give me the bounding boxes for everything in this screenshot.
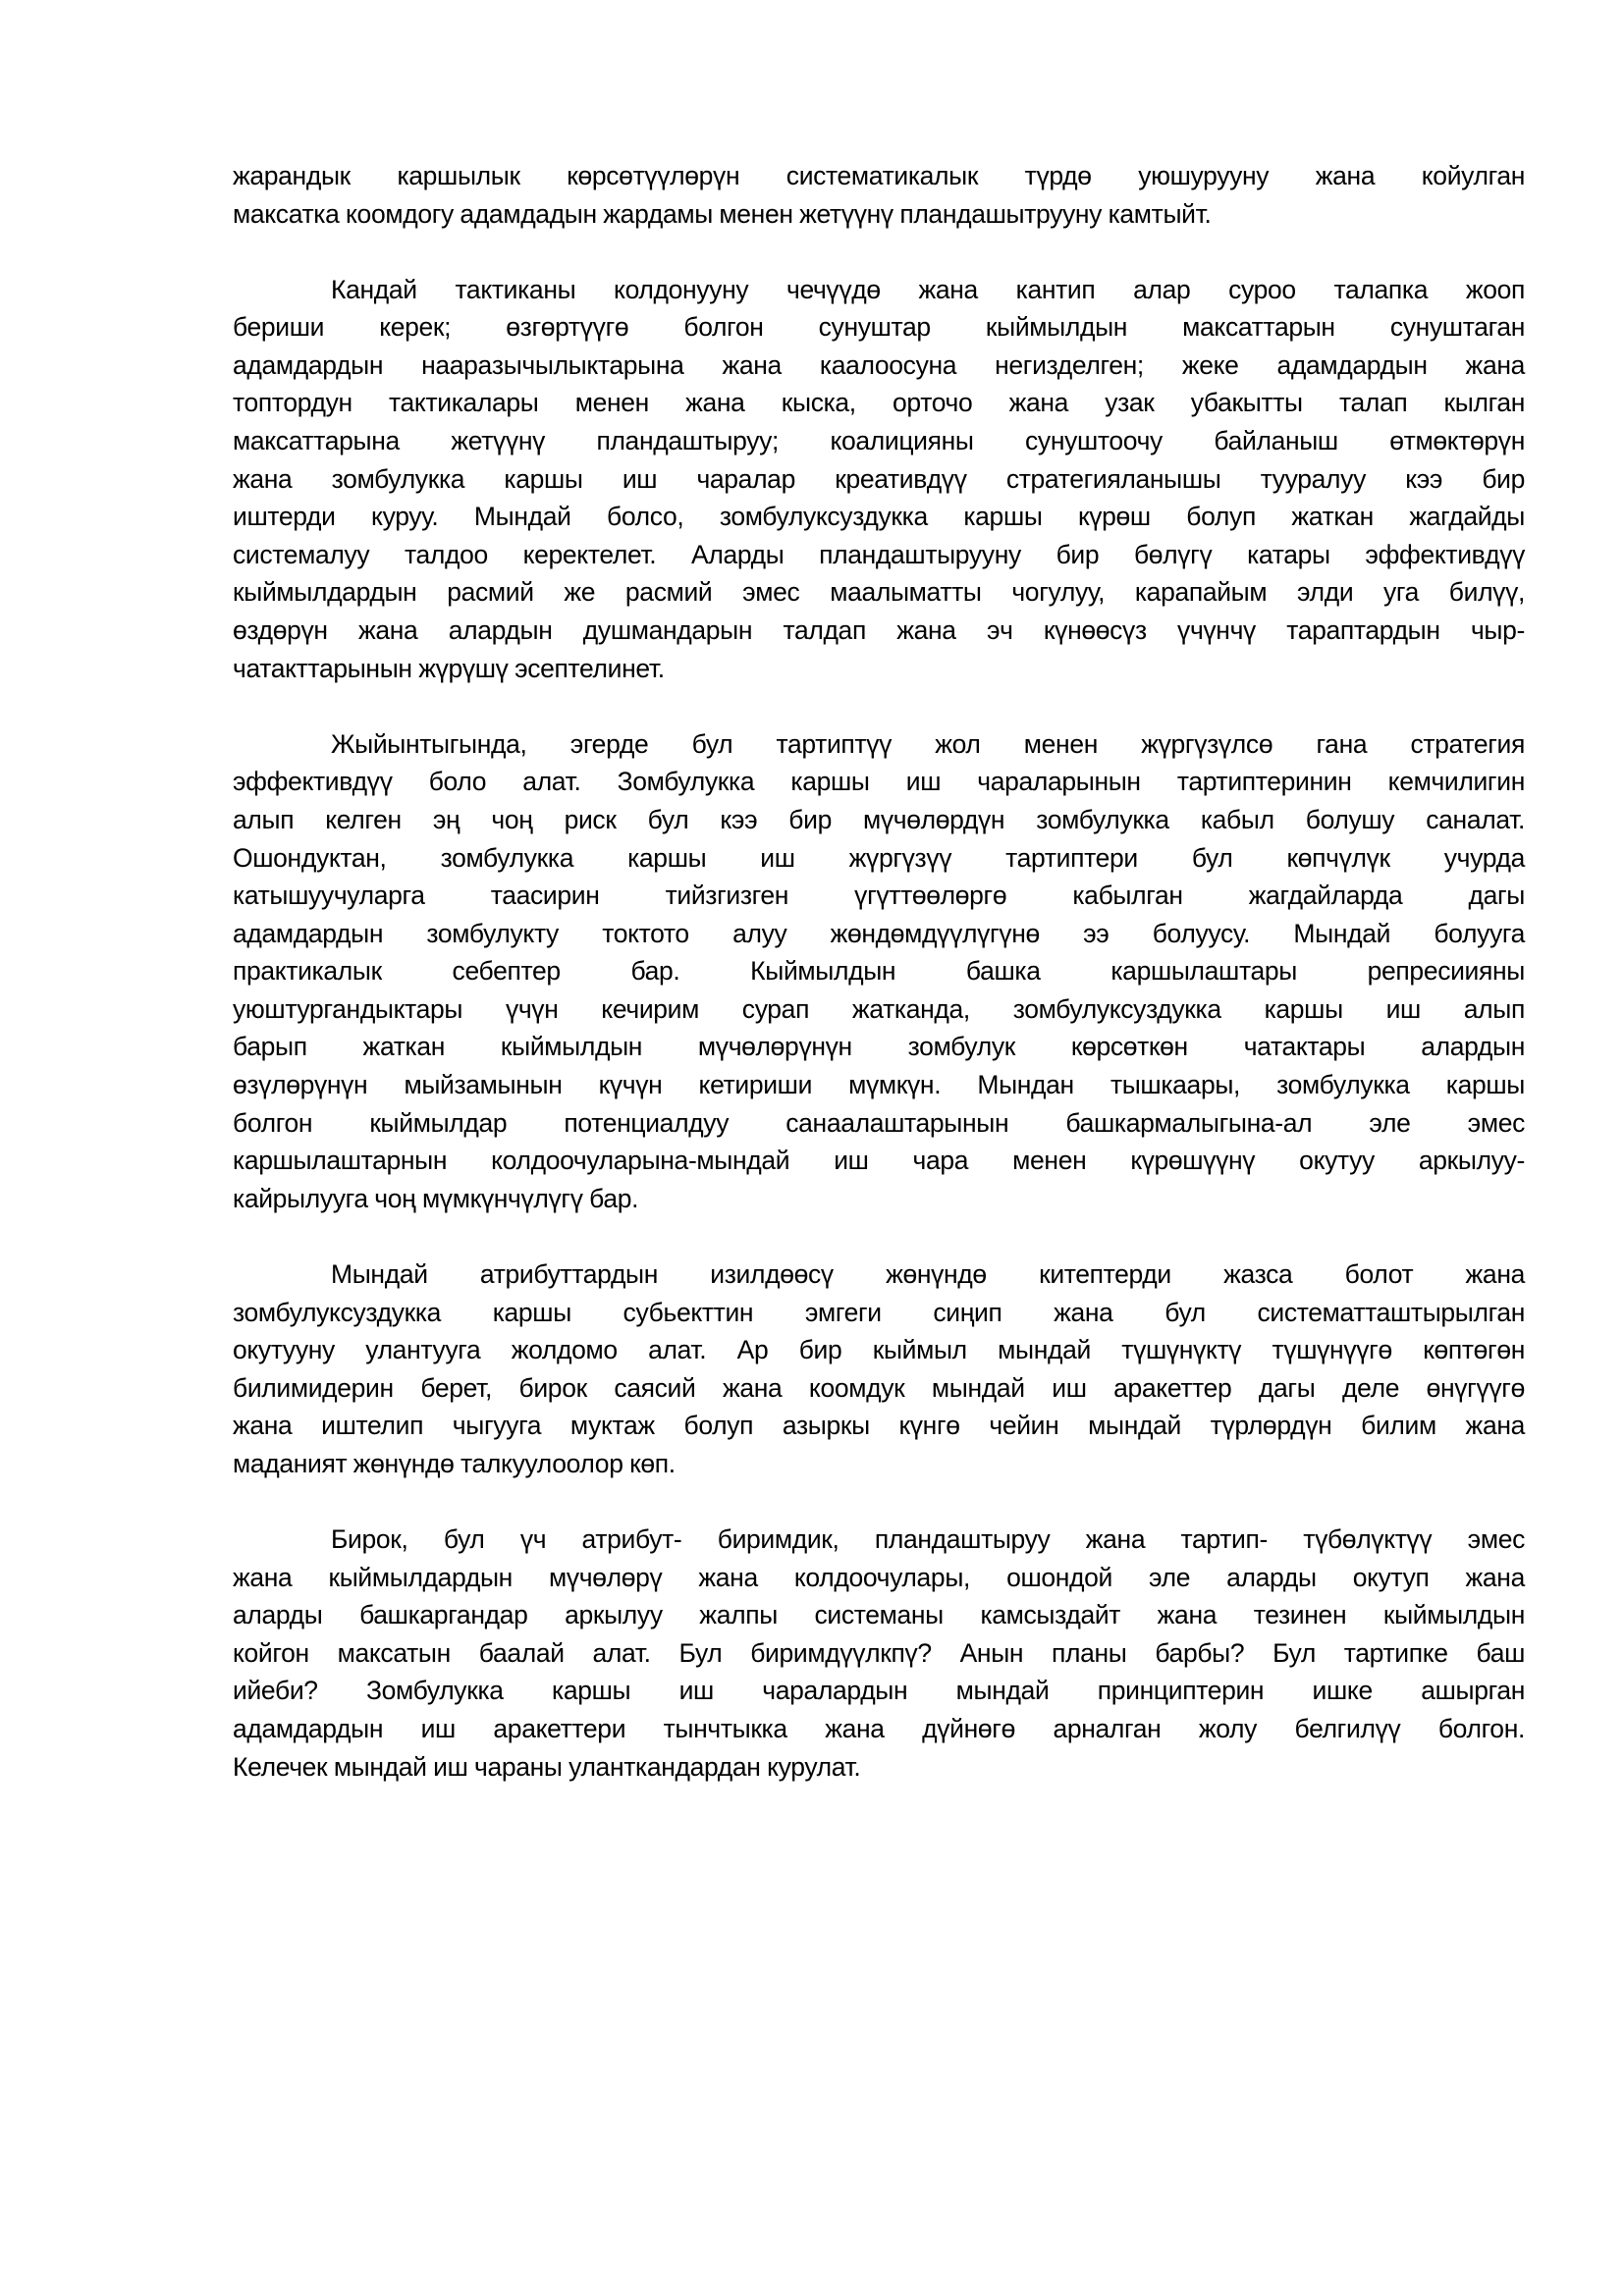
text-line: Кандай тактиканы колдонууну чечүүдө жана кантип алар суроо талапка жооп <box>331 274 1525 304</box>
text-line: Келечек мындай иш чараны уланткандардан курулат. <box>233 1751 861 1782</box>
text-line: алып келген эң чоң риск бул кээ бир мүчөлөрдүн зомбулукка кабыл болушу саналат. <box>233 804 1525 834</box>
text-line: иштерди куруу. Мындай болсо, зомбулуксуздукка каршы күрөш болуп жаткан жагдайды <box>233 502 1525 532</box>
text-line: зомбулуксуздукка каршы субьекттин эмгеги сиңип жана бул систематташтырылган <box>233 1297 1525 1327</box>
text-line: жана иштелип чыгууга муктаж болуп азыркы күнгө чейин мындай түрлөрдүн билим жана <box>233 1411 1525 1441</box>
text-line: Мындай атрибуттардын изилдөөсү жөнүндө китептерди жазса болот жана <box>331 1258 1525 1289</box>
text-line: жарандык каршылык көрсөтүүлөрүн систематикалык түрдө уюшурууну жана койулган <box>233 161 1525 190</box>
paragraph-2 <box>233 271 1525 688</box>
text-line: Бирок, бул үч атрибут- биримдик, пландаштыруу жана тартип- түбөлүктүү эмес <box>331 1524 1525 1554</box>
paragraph-5 <box>233 1521 1525 1786</box>
text-line: өзүлөрүнүн мыйзамынын күчүн кетириши мүмкүн. Мындан тышкаары, зомбулукка каршы <box>233 1070 1525 1100</box>
text-line: билимидерин берет, бирок саясий жана коомдук мындай иш аракеттер дагы деле өнүгүүгө <box>233 1372 1525 1403</box>
text-line: барып жаткан кыймылдын мүчөлөрүнүн зомбулук көрсөткөн чатактары алардын <box>233 1032 1525 1062</box>
text-line: маданият жөнүндө талкуулоолор көп. <box>233 1448 676 1478</box>
text-line: Ошондуктан, зомбулукка каршы иш жүргүзүү тартиптери бул көпчүлүк учурда <box>233 842 1525 873</box>
text-line: койгон максатын баалай алат. Бул биримдүүлкпү? Анын планы барбы? Бул тартипке баш <box>233 1637 1525 1668</box>
text-line: болгон кыймылдар потенциалдуу санаалаштарынын башкармалыгына-ал эле эмес <box>233 1107 1525 1138</box>
text-line: ийеби? Зомбулукка каршы иш чаралардын мындай принциптерин ишке ашырган <box>233 1676 1525 1706</box>
text-line: максаттарына жетүүнү пландаштыруу; коалицияны сунуштоочу байланыш өтмөктөрүн <box>233 426 1525 456</box>
text-line: аларды башкаргандар аркылуу жалпы системаны камсыздайт жана тезинен кыймылдын <box>233 1600 1525 1630</box>
text-line: бериши керек; өзгөртүүгө болгон сунуштар кыймылдын максаттарын сунуштаган <box>233 312 1525 343</box>
text-line: системалуу талдоо керектелет. Аларды пландаштырууну бир бөлүгү катары эффективдүү <box>233 539 1525 569</box>
text-line: адамдардын иш аракеттери тынчтыкка жана дүйнөгө арналган жолу белгилүү болгон. <box>233 1713 1525 1743</box>
text-line: жана кыймылдардын мүчөлөрү жана колдоочулары, ошондой эле аларды окутуп жана <box>233 1562 1525 1592</box>
paragraph-1 <box>233 157 1525 233</box>
text-line: топтордун тактикалары менен жана кыска, орточо жана узак убакытты талап кылган <box>233 388 1525 418</box>
text-line: чатакттарынын жүрүшү эсептелинет. <box>233 653 665 683</box>
text-line: практикалык себептер бар. Кыймылдын башка каршылаштары репресиияны <box>233 956 1525 987</box>
text-line: адамдардын зомбулукту токтото алуу жөндөмдүүлүгүнө ээ болуусу. Мындай болууга <box>233 918 1525 948</box>
document-page <box>233 157 1525 1824</box>
paragraph-3 <box>233 725 1525 1218</box>
text-line: эффективдүү боло алат. Зомбулукка каршы иш чараларынын тартиптеринин кемчилигин <box>233 767 1525 797</box>
paragraph-4 <box>233 1255 1525 1483</box>
text-line: уюштургандыктары үчүн кечирим сурап жатканда, зомбулуксуздукка каршы иш алып <box>233 993 1525 1024</box>
text-line: катышуучуларга таасирин тийзгизген үгүттөөлөргө кабылган жагдайларда дагы <box>233 881 1525 911</box>
text-line: адамдардын наарaзычылыктарына жана каалоосуна негизделген; жеке адамдардын жана <box>233 349 1525 380</box>
text-line: жана зомбулукка каршы иш чаралар креативдүү стратегияланышы тууралуу кээ бир <box>233 463 1525 494</box>
text-line: каршылаштарнын колдоочуларына-мындай иш чара менен күрөшүүнү окутуу аркылуу- <box>233 1146 1525 1176</box>
text-line: Жыйынтыгында, эгерде бул тартиптүү жол менен жүргүзүлсө гана стратегия <box>331 728 1525 759</box>
text-line: максатка коомдогу адамдадын жардамы менен жетүүнү пландашытрууну камтыйт. <box>233 198 1212 229</box>
text-line: кайрылууга чоң мүмкүнчүлүгү бар. <box>233 1183 639 1213</box>
text-line: окутууну улантууга жолдомо алат. Ар бир кыймыл мындай түшүнүктү түшүнүүгө көптөгөн <box>233 1335 1525 1365</box>
text-line: өздөрүн жана алардын душмандарын талдап жана эч күнөөсүз үчүнчү тараптардын чыр- <box>233 615 1525 646</box>
text-line: кыймылдардын расмий же расмий эмес маалыматты чогулуу, карапайым элди уга билүү, <box>233 577 1525 608</box>
